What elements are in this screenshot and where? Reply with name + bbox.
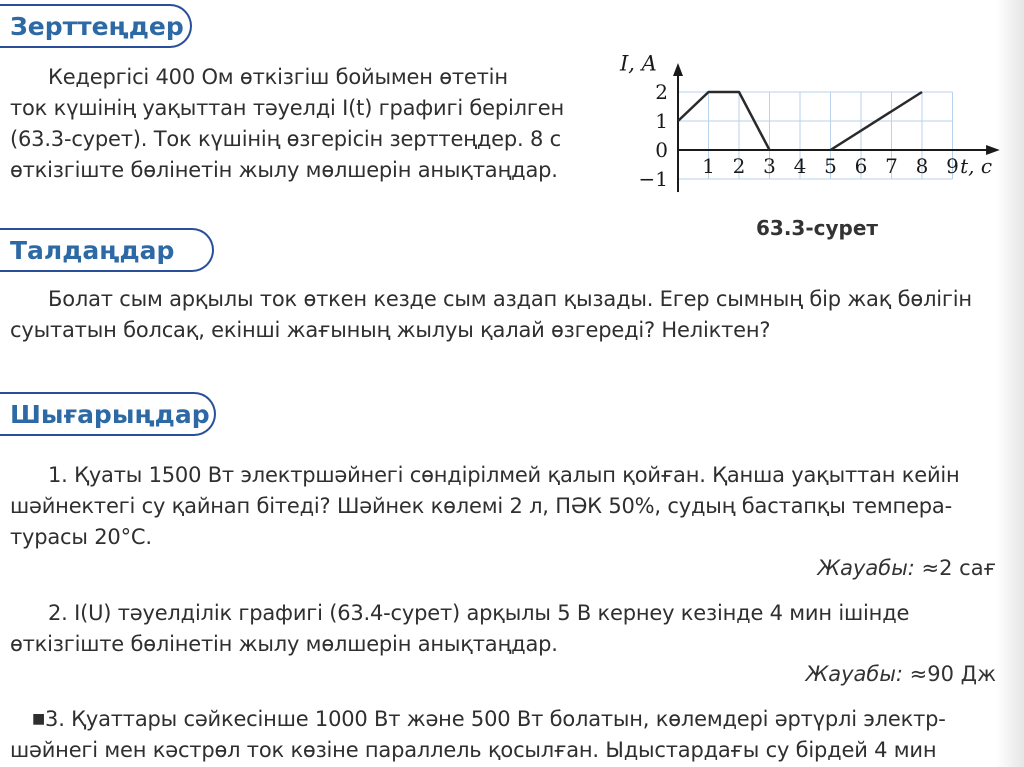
problem-1-line-3: турасы 20°С. [10,525,152,549]
investigate-paragraph [10,62,564,186]
y-tick-label: 0 [655,138,668,162]
y-axis-arrow-icon [673,63,683,76]
x-tick-label: 5 [824,154,837,178]
x-tick-label: 3 [763,154,776,178]
y-tick-label: 2 [655,80,668,104]
problem-3 [10,704,946,766]
problem-1-line-2: шәйнектегі су қайнап бітеді? Шәйнек көлемі 2 л, ПӘК 50%, судың бастапқы темпера- [10,494,952,518]
section-title-analyze: Талдаңдар [10,235,175,265]
x-tick-label: 4 [793,154,807,178]
problem-2-line-2: өткізгіште бөлінетін жылу мөлшерін анықтаңдар. [10,632,558,656]
problem-3-line-1: ■3. Қуаттары сәйкесінше 1000 Вт және 500 Вт болатын, көлемдері әртүрлі электр- [32,707,946,731]
investigate-line-4: өткізгіште бөлінетін жылу мөлшерін анықтаңдар. [10,158,558,182]
x-axis-label: t, c [960,154,993,178]
section-header-solve [0,392,216,436]
x-tick-label: 6 [854,154,868,178]
section-header-analyze [0,228,214,272]
section-title-investigate: Зерттеңдер [10,11,184,41]
answer-value: ≈90 Дж [909,662,996,686]
section-title-solve: Шығарыңдар [10,399,210,429]
bullet-icon: ■ [32,711,46,727]
answer-label: Жауабы: [805,662,903,686]
problem-2-line-1: 2. I(U) тәуелділік графигі (63.4-сурет) арқылы 5 В кернеу кезінде 4 мин ішінде [48,601,910,625]
investigate-line-3: (63.3-сурет). Ток күшінің өзгерісін зерттеңдер. 8 с [10,127,561,151]
current-time-graph [608,46,1008,206]
investigate-line-1: Кедергісі 400 Ом өткізгіш бойымен өтетін [48,65,508,89]
x-tick-label: 1 [702,154,715,178]
problem-2 [10,598,909,660]
problem-1-answer [817,556,996,580]
section-header-investigate [0,4,192,48]
analyze-line-2: суытатын болсақ, екінші жағының жылуы қалай өзгереді? Неліктен? [10,318,771,342]
x-tick-label: 2 [732,154,746,178]
problem-2-answer [806,662,996,686]
problem-1-line-1: 1. Қуаты 1500 Вт электршәйнегі сөндірілмей қалып қойған. Қанша уақыттан кейін [48,463,960,487]
y-axis-label: I, A [620,51,657,76]
figure-caption: 63.3-сурет [756,216,879,240]
analyze-line-1: Болат сым арқылы ток өткен кезде сым аздап қызады. Егер сымның бір жақ бөлігін [48,287,972,311]
analyze-paragraph [10,284,972,346]
x-tick-label: 7 [885,154,898,178]
answer-value: ≈2 сағ [921,556,996,580]
y-tick-label: −1 [638,167,668,191]
investigate-line-2: ток күшінің уақыттан тәуелді I(t) графигі берілген [10,96,564,120]
x-tick-label: 8 [915,154,929,178]
y-tick-label: 1 [655,109,668,133]
answer-label: Жауабы: [817,556,915,580]
x-tick-label: 9 [946,154,959,178]
problem-1 [10,460,960,553]
problem-3-line-2: шәйнегі мен кәстрөл ток көзіне параллель қосылған. Ыдыстардағы су бірдей 4 мин [10,738,937,762]
